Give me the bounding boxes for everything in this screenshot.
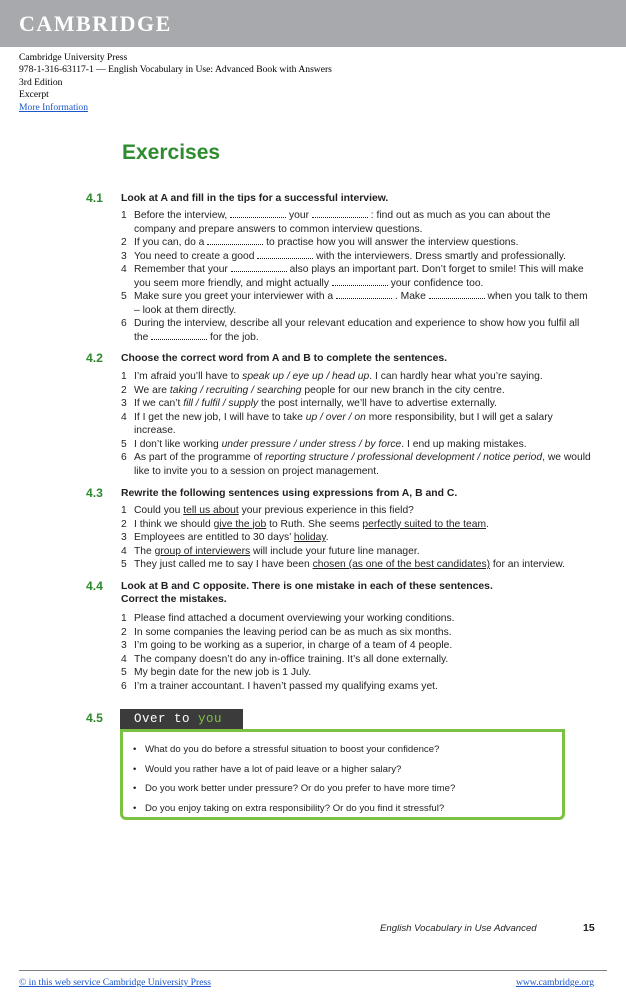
exercise-instruction: Look at A and fill in the tips for a successful interview.	[121, 193, 389, 204]
list-item: 5 I don’t like working under pressure / under stress / by force. I end up making mistakes.	[121, 438, 527, 450]
copyright-link[interactable]: © in this web service Cambridge University Press	[19, 977, 211, 988]
list-item: 4 If I get the new job, I will have to take up / over / on more responsibility, but I will get a salary increase.	[121, 411, 553, 436]
list-item: 3 Employees are entitled to 30 days’ holiday.	[121, 532, 329, 543]
answer-blank[interactable]	[257, 251, 313, 259]
answer-blank[interactable]	[332, 278, 388, 286]
list-item: 1 I’m afraid you’ll have to speak up / eye up / head up. I can hardly hear what you’re saying.	[121, 371, 543, 382]
list-item: 3 I’m going to be working as a superior, in charge of a team of 4 people.	[121, 640, 453, 651]
list-item: 1 Before the interview, your : find out as much as you can about the company and prepare answers to common interview questions.	[121, 210, 551, 235]
page-number: 15	[583, 922, 595, 934]
exercise-number: 4.2	[86, 351, 103, 365]
word-choices[interactable]: speak up / eye up / head up	[242, 371, 370, 382]
discussion-questions	[133, 740, 455, 818]
list-item: • What do you do before a stressful situation to boost your confidence?	[133, 740, 455, 760]
answer-blank[interactable]	[429, 291, 485, 299]
answer-blank[interactable]	[230, 210, 286, 218]
list-item: 2 We are taking / recruiting / searching people for our new branch in the city centre.	[121, 384, 505, 396]
website-link[interactable]: www.cambridge.org	[515, 977, 594, 988]
exercise-instruction: Look at B and C opposite. There is one mistake in each of these sentences. Correct the mistakes.	[121, 581, 493, 606]
header-bar	[0, 0, 626, 47]
list-item: 6 As part of the programme of reporting structure / professional development / notice period, we would like to invite you to a session on project management.	[121, 452, 591, 477]
exercise-number: 4.4	[86, 579, 103, 593]
list-item: 6 I’m a trainer accountant. I haven’t passed my qualifying exams yet.	[121, 680, 438, 692]
list-item: • Would you rather have a lot of paid leave or a higher salary?	[133, 760, 455, 780]
list-item: 5 Make sure you greet your interviewer with a . Make when you talk to them – look at them directly.	[121, 291, 588, 316]
word-choices[interactable]: fill / fulfil / supply	[183, 398, 259, 409]
meta-excerpt: Excerpt	[19, 89, 49, 101]
list-item: 4 The company doesn’t do any in-office training. It’s all done externally.	[121, 653, 449, 665]
publisher-logo: CAMBRIDGE	[19, 11, 172, 36]
list-item: 6 During the interview, describe all your relevant education and experience to show how you fulfil all the for the job.	[121, 318, 580, 343]
list-item: 2 I think we should give the job to Ruth. She seems perfectly suited to the team.	[121, 518, 489, 530]
footer-divider	[19, 970, 607, 971]
list-item: 1 Could you tell us about your previous experience in this field?	[121, 505, 414, 516]
meta-publisher: Cambridge University Press	[19, 52, 128, 63]
list-item: 4 The group of interviewers will include your future line manager.	[121, 545, 420, 557]
answer-blank[interactable]	[207, 237, 263, 245]
exercise-instruction: Rewrite the following sentences using expressions from A, B and C.	[121, 488, 458, 499]
list-item: • Do you work better under pressure? Or do you prefer to have more time?	[133, 779, 455, 799]
list-item: 1 Please find attached a document overviewing your working conditions.	[121, 613, 455, 624]
exercise-instruction: Choose the correct word from A and B to complete the sentences.	[121, 353, 448, 364]
exercise-items	[121, 370, 591, 478]
answer-blank[interactable]	[231, 264, 287, 272]
page-title: Exercises	[122, 141, 221, 164]
answer-blank[interactable]	[312, 210, 368, 218]
list-item: 5 They just called me to say I have been chosen (as one of the best candidates) for an interview.	[121, 559, 566, 570]
list-item: 3 You need to create a good with the interviewers. Dress smartly and professionally.	[121, 250, 567, 262]
exercise-items	[121, 612, 591, 693]
more-information-link[interactable]: More Information	[19, 101, 89, 113]
exercise-items	[121, 504, 591, 572]
meta-isbn-title: 978-1-316-63117-1 — English Vocabulary in Use: Advanced Book with Answers	[19, 64, 332, 76]
word-choices[interactable]: under pressure / under stress / by force	[221, 438, 402, 450]
word-choices[interactable]: taking / recruiting / searching	[169, 384, 302, 396]
meta-edition: 3rd Edition	[19, 76, 63, 88]
running-title: English Vocabulary in Use Advanced	[380, 923, 537, 934]
list-item: 4 Remember that your also plays an important part. Don’t forget to smile! This will make you seem more friendly, and might actually your confidence too.	[121, 264, 584, 289]
list-item: 2 In some companies the leaving period can be as much as six months.	[121, 626, 452, 638]
list-item: • Do you enjoy taking on extra responsibility? Or do you find it stressful?	[133, 799, 455, 819]
list-item: 5 My begin date for the new job is 1 July.	[121, 667, 312, 678]
answer-blank[interactable]	[336, 291, 392, 299]
over-to-you-tab: Over to you	[120, 709, 243, 731]
list-item: 3 If we can’t fill / fulfil / supply the post internally, we’ll have to advertise externally.	[121, 398, 498, 409]
word-choices[interactable]: reporting structure / professional development / notice period	[265, 452, 543, 463]
word-choices[interactable]: up / over / on	[305, 411, 366, 423]
exercise-items	[121, 209, 591, 344]
over-to-you-box	[120, 729, 565, 820]
exercise-number: 4.3	[86, 486, 103, 500]
list-item: 2 If you can, do a to practise how you will answer the interview questions.	[121, 237, 519, 248]
answer-blank[interactable]	[151, 332, 207, 340]
exercise-number: 4.1	[86, 191, 103, 205]
book-metadata	[19, 52, 332, 114]
exercise-number: 4.5	[86, 711, 103, 725]
